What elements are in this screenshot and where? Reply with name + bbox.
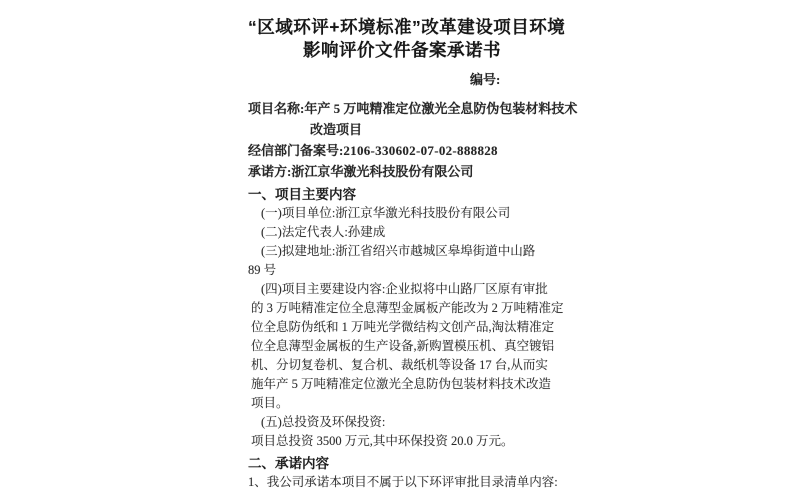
promisor-field [248,161,556,182]
project-name-value: 年产 5 万吨精准定位激光全息防伪包装材料技术 [304,101,578,116]
record-number-field [248,140,556,161]
record-number-label: 经信部门备案号: [248,143,344,158]
section1-item-construction: (四)项目主要建设内容:企业拟将中山路厂区原有审批 [261,282,548,296]
section1-construction-line2: 的 3 万吨精准定位全息薄型金属板产能改为 2 万吨精准定 [251,301,564,315]
document-title-line1: “区域环评+环境标准”改革建设项目环境 [248,17,566,37]
section1-item-address: (三)拟建地址:浙江省绍兴市越城区皋埠街道中山路 [261,244,536,258]
section1-item-address-cont: 89 号 [248,263,277,277]
section1-item-legal-rep: (二)法定代表人:孙建成 [261,225,386,239]
serial-number-label: 编号: [470,72,501,87]
header-fields [248,98,578,182]
document-title [248,16,566,62]
section2-commitment-line: 1、我公司承诺本项目不属于以下环评审批目录清单内容: [248,475,558,489]
record-number-value: 2106-330602-07-02-888828 [343,143,498,158]
section1-construction-line4: 位全息薄型金属板的生产设备,新购置模压机、真空镀铝 [251,339,555,353]
section1-construction-line6: 施年产 5 万吨精准定位激光全息防伪包装材料技术改造 [251,377,552,391]
project-name-value-wrap: 改造项目 [310,122,363,137]
section1-construction-line5: 机、分切复卷机、复合机、裁纸机等设备 17 台,从而实 [251,358,548,372]
document-title-line2: 影响评价文件备案承诺书 [303,40,501,60]
section1-construction-line3: 位全息防伪纸和 1 万吨光学微结构文创产品,淘汰精准定 [251,320,555,334]
project-name-label: 项目名称: [248,101,305,116]
section1-construction-line7: 项目。 [251,396,289,410]
project-name-field [248,98,578,119]
promisor-label: 承诺方: [248,164,292,179]
document-content [248,16,578,490]
section1-item-investment: (五)总投资及环保投资: [261,415,386,429]
section-2-heading: 二、承诺内容 [248,456,329,471]
section1-investment-detail: 项目总投资 3500 万元,其中环保投资 20.0 万元。 [251,434,514,448]
section1-item-project-unit: (一)项目单位:浙江京华激光科技股份有限公司 [261,206,511,220]
promisor-value: 浙江京华激光科技股份有限公司 [291,164,474,179]
section-1-heading: 一、项目主要内容 [248,187,356,202]
